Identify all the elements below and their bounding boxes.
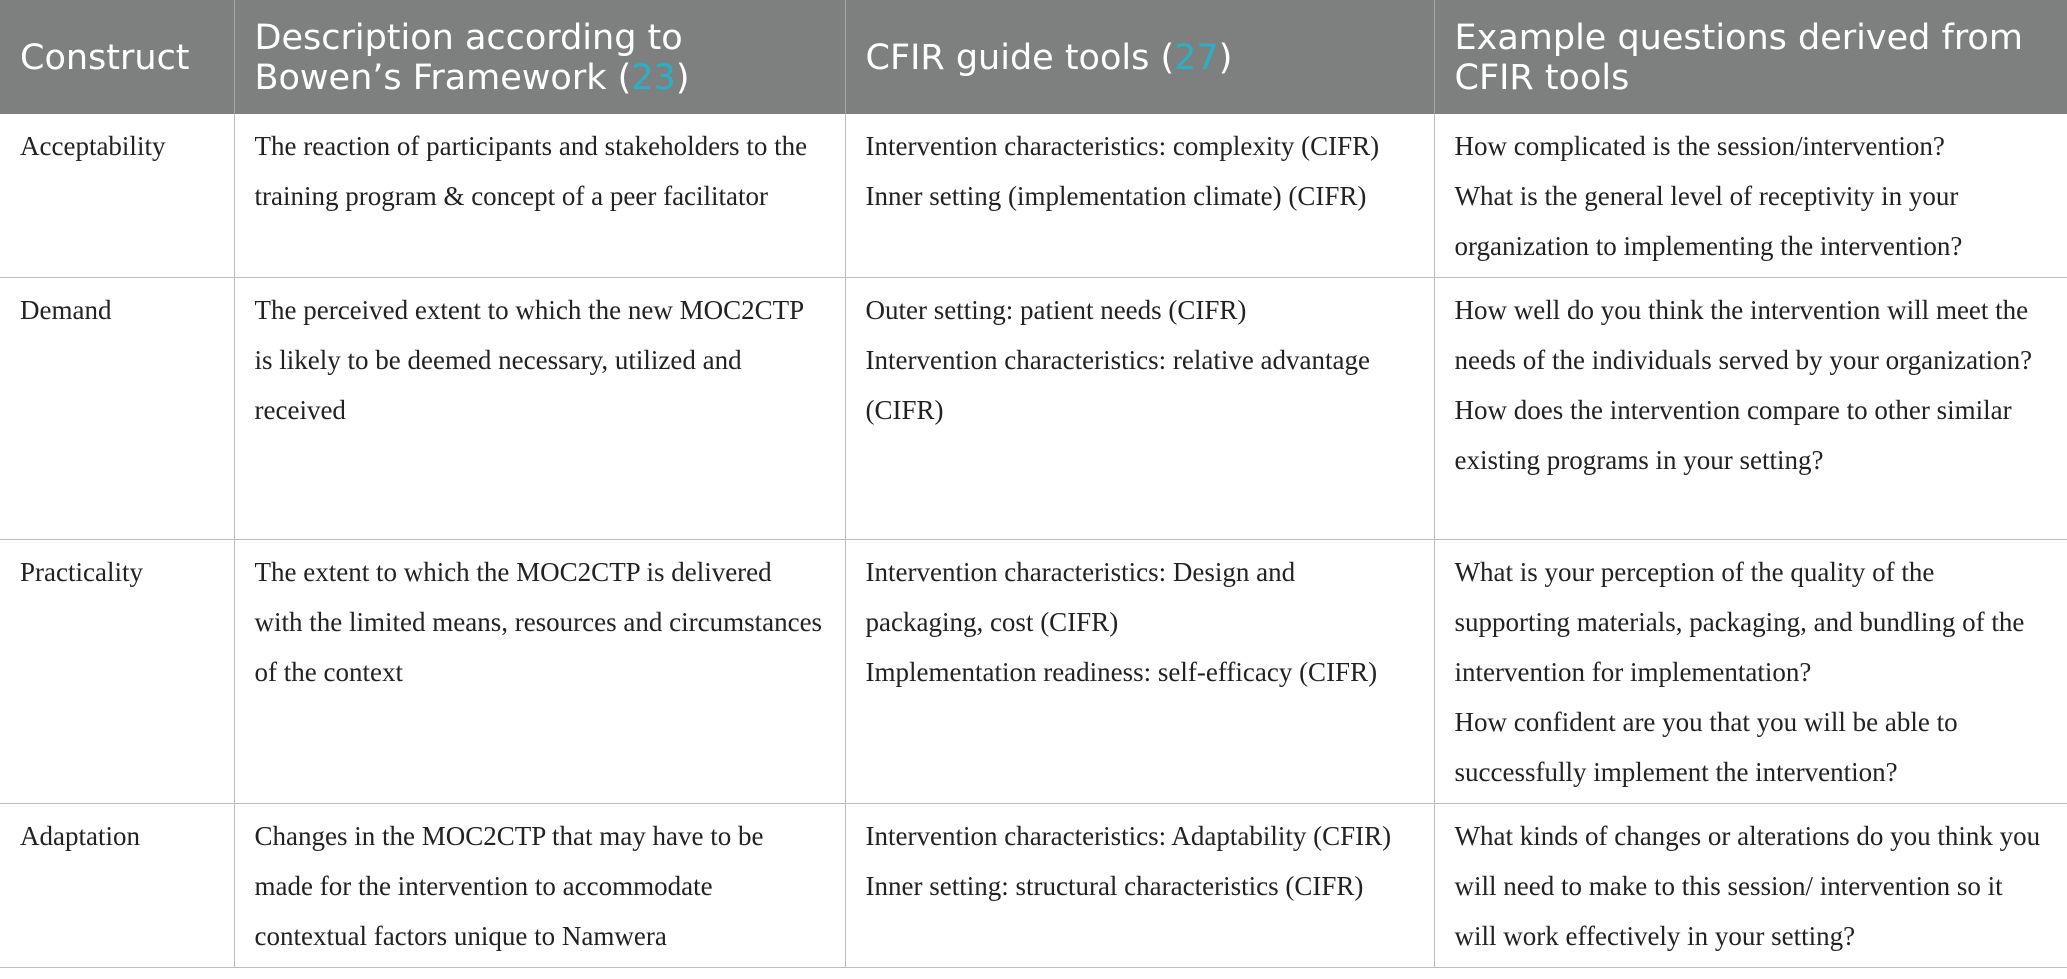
construct-cell: Adaptation (0, 804, 234, 968)
header-questions-label: Example questions derived from CFIR tools (1454, 18, 2023, 98)
header-description (234, 0, 845, 114)
cfir-cell (845, 540, 1434, 804)
cfir-item: Inner setting: structural characteristics (CIFR) (865, 871, 1364, 901)
table-row (0, 804, 2067, 968)
construct-cell: Demand (0, 278, 234, 540)
construct-cell: Acceptability (0, 114, 234, 278)
cfir-item: Intervention characteristics: complexity (CIFR) (865, 131, 1380, 161)
header-row (0, 0, 2067, 114)
cfir-cell (845, 114, 1434, 278)
cfir-item: Intervention characteristics: relative advantage (CIFR) (865, 345, 1370, 425)
table-row (0, 540, 2067, 804)
question-item: How well do you think the intervention will meet the needs of the individuals served by your organization? (1454, 295, 2033, 375)
description-cell: The reaction of participants and stakeholders to the training program & concept of a peer facilitator (234, 114, 845, 278)
description-cell: The perceived extent to which the new MOC2CTP is likely to be deemed necessary, utilized and received (234, 278, 845, 540)
cfir-item: Outer setting: patient needs (CIFR) (865, 295, 1247, 325)
reference-link-23[interactable]: 23 (631, 58, 676, 98)
header-construct-label: Construct (20, 38, 190, 78)
cfir-item: Implementation readiness: self-efficacy (CIFR) (865, 657, 1378, 687)
header-cfir-close: ) (1218, 38, 1233, 78)
header-questions (1434, 0, 2067, 114)
question-item: How complicated is the session/intervention? (1454, 131, 1945, 161)
construct-cell: Practicality (0, 540, 234, 804)
questions-cell (1434, 278, 2067, 540)
question-item: What is your perception of the quality of the supporting materials, packaging, and bundling of the intervention for implementation? (1454, 557, 2025, 687)
header-cfir-label: CFIR guide tools ( (865, 38, 1175, 78)
reference-link-27[interactable]: 27 (1174, 38, 1219, 78)
header-cfir-tools (845, 0, 1434, 114)
question-item: What kinds of changes or alterations do you think you will need to make to this session/ intervention so it will work effectively in your setting? (1454, 821, 2041, 951)
table-body (0, 114, 2067, 968)
cfir-item: Intervention characteristics: Design and packaging, cost (CIFR) (865, 557, 1296, 637)
cfir-item: Intervention characteristics: Adaptability (CFIR) (865, 821, 1392, 851)
description-cell: The extent to which the MOC2CTP is delivered with the limited means, resources and circumstances of the context (234, 540, 845, 804)
questions-cell (1434, 114, 2067, 278)
header-description-label: Description according to Bowen’s Framework ( (254, 18, 683, 98)
table-header (0, 0, 2067, 114)
question-item: How does the intervention compare to other similar existing programs in your setting? (1454, 395, 2012, 475)
table-row (0, 114, 2067, 278)
question-item: What is the general level of receptivity in your organization to implementing the intervention? (1454, 181, 1963, 261)
header-description-close: ) (675, 58, 690, 98)
cfir-cell (845, 804, 1434, 968)
header-construct (0, 0, 234, 114)
description-cell: Changes in the MOC2CTP that may have to be made for the intervention to accommodate contextual factors unique to Namwera (234, 804, 845, 968)
cfir-cell (845, 278, 1434, 540)
question-item: How confident are you that you will be able to successfully implement the intervention? (1454, 707, 1958, 787)
questions-cell (1434, 804, 2067, 968)
cfir-item: Inner setting (implementation climate) (CIFR) (865, 181, 1367, 211)
questions-cell (1434, 540, 2067, 804)
table-row (0, 278, 2067, 540)
